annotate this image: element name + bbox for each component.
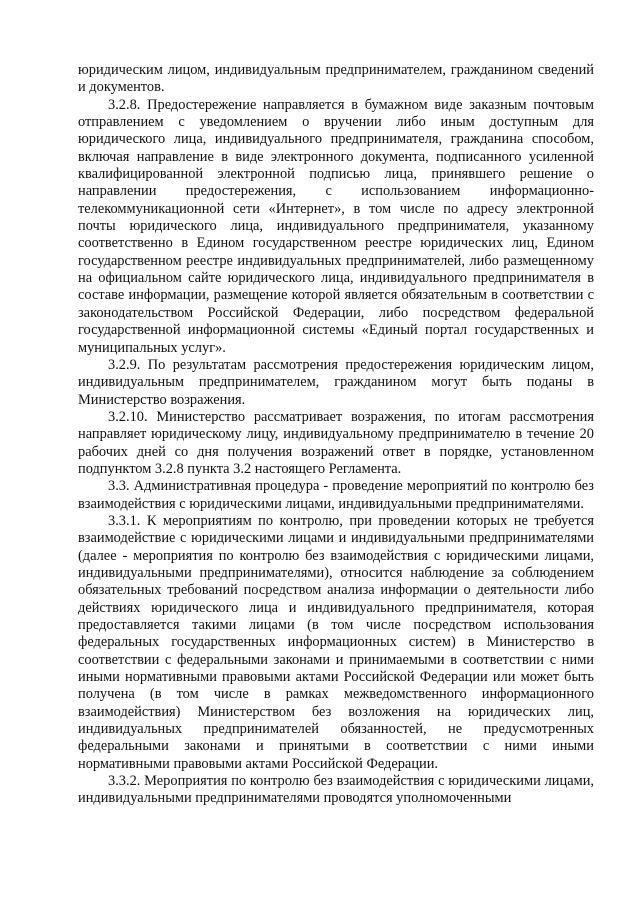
paragraph-3-3-2: 3.3.2. Мероприятия по контролю без взаимодействия с юридическими лицами, индивидуальными предпринимателями проводятся уполномоченными (78, 773, 594, 807)
paragraph-3-2-8: 3.2.8. Предостережение направляется в бумажном виде заказным почтовым отправлением с уведомлением о вручении либо иным доступным для юридического лица, индивидуального предпринимателя, гражданина способом, включая направление в виде электронного документа, подписанного усиленной квалифицированной электронной подписью лица, принявшего решение о направлении предостережения, с использованием информационно-телекоммуникационной сети «Интернет», в том числе по адресу электронной почты юридического лица, индивидуального предпринимателя, указанному соответственно в Едином государственном реестре юридических лиц, Едином государственном реестре индивидуальных предпринимателей, либо размещенному на официальном сайте юридического лица, индивидуального предпринимателя в составе информации, размещение которой является обязательным в соответствии с законодательством Российской Федерации, либо посредством федеральной государственной информационной системы «Единый портал государственных и муниципальных услуг». (78, 96, 594, 356)
document-body (78, 62, 594, 808)
paragraph-3-3: 3.3. Административная процедура - проведение мероприятий по контролю без взаимодействия с юридическими лицами, индивидуальными предпринимателями. (78, 478, 594, 512)
paragraph-continuation: юридическим лицом, индивидуальным предпринимателем, гражданином сведений и документов. (78, 62, 594, 96)
paragraph-3-3-1: 3.3.1. К мероприятиям по контролю, при проведении которых не требуется взаимодействие с юридическими лицами и индивидуальными предпринимателями (далее - мероприятия по контролю без взаимодействия с юридическими лицами, индивидуальными предпринимателями), относится наблюдение за соблюдением обязательных требований посредством анализа информации о деятельности либо действиях юридического лица и индивидуального предпринимателя, которая предоставляется такими лицами (в том числе посредством использования федеральных государственных информационных систем) в Министерство в соответствии с федеральными законами и принимаемыми в соответствии с ними иными нормативными правовыми актами Российской Федерации или может быть получена (в том числе в рамках межведомственного информационного взаимодействия) Министерством без возложения на юридических лиц, индивидуальных предпринимателей обязанностей, не предусмотренных федеральными законами и принятыми в соответствии с ними иными нормативными правовыми актами Российской Федерации. (78, 512, 594, 772)
paragraph-3-2-10: 3.2.10. Министерство рассматривает возражения, по итогам рассмотрения направляет юридическому лицу, индивидуальному предпринимателю в течение 20 рабочих дней со дня получения возражений ответ в порядке, установленном подпунктом 3.2.8 пункта 3.2 настоящего Регламента. (78, 408, 594, 477)
paragraph-3-2-9: 3.2.9. По результатам рассмотрения предостережения юридическим лицом, индивидуальным предпринимателем, гражданином могут быть поданы в Министерство возражения. (78, 356, 594, 408)
